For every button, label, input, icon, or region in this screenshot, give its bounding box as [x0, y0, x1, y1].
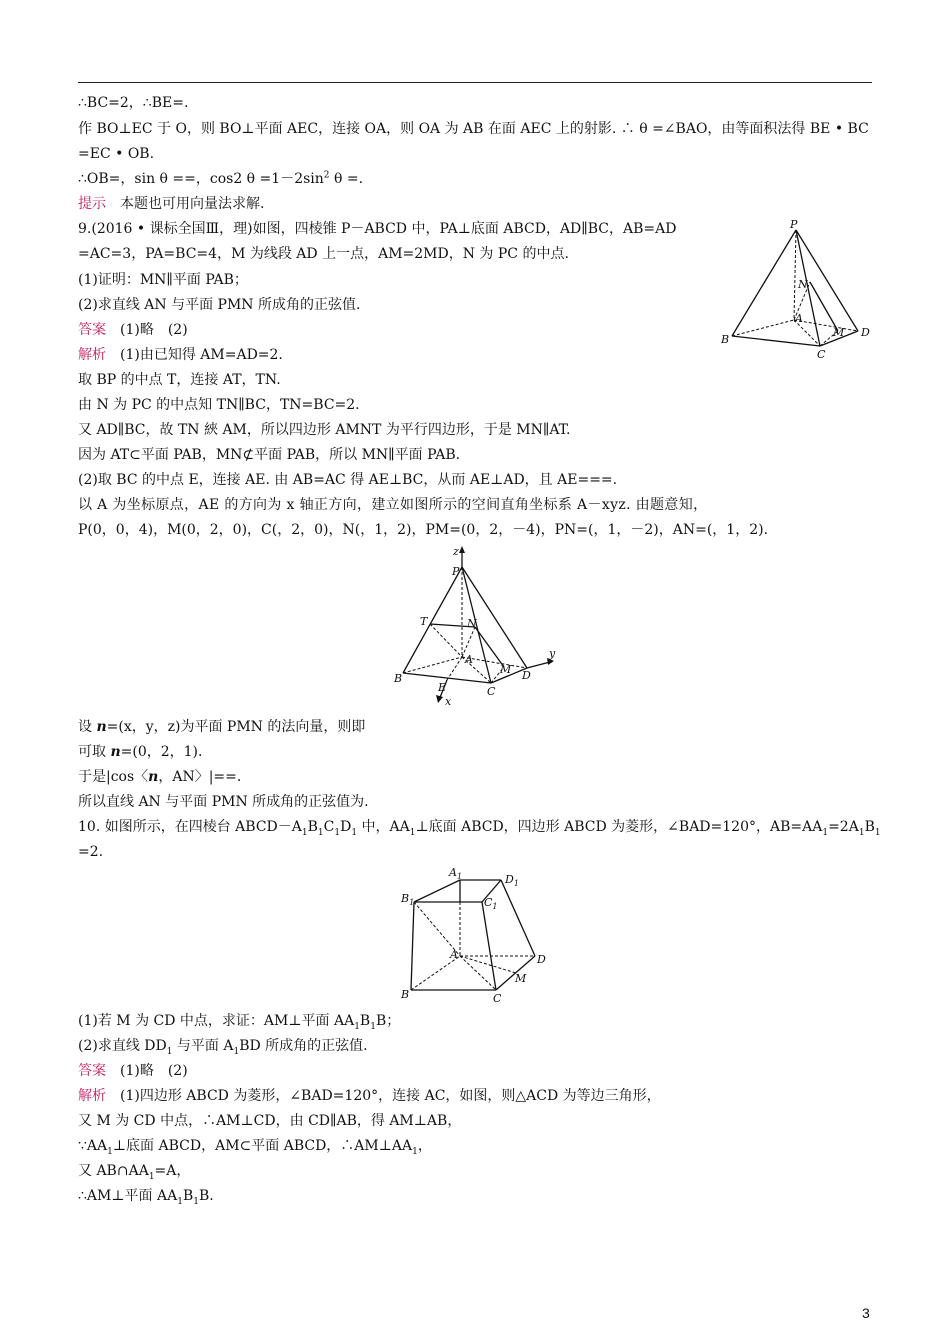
- solution-line: 又 $AB\cap AA_1=A$，: [78, 1163, 191, 1182]
- header-rule: [78, 82, 872, 83]
- solution-tag: 解析: [78, 347, 106, 363]
- solution-line: 可取 n=(0，2，1).: [78, 744, 203, 760]
- vertex-label: $A_1$: [449, 866, 463, 881]
- question-10-part1: (1)若 M 为 CD 中点，求证：AM⊥平面 $AA_1B_1B$；: [78, 1013, 401, 1032]
- vertex-label: B: [721, 333, 730, 346]
- solution-line: 于是|cos〈n，AN〉|==.: [78, 769, 242, 785]
- vertex-label: T: [420, 615, 428, 628]
- vertex-label: D: [522, 669, 531, 682]
- hint-tag: 提示: [78, 196, 106, 212]
- axis-label: z: [453, 545, 459, 558]
- hint-line: 提示 本题也可用向量法求解.: [78, 196, 265, 212]
- vertex-label: $C_1$: [484, 896, 498, 911]
- solution-line: 又 M 为 CD 中点，∴AM⊥CD，由 CD∥AB，得 AM⊥AB，: [78, 1113, 462, 1129]
- vertex-label: A: [795, 312, 803, 325]
- vertex-label: D: [861, 326, 870, 339]
- solution-line: 解析 (1)四边形 ABCD 为菱形，∠BAD=120°，连接 AC，如图，则△ACD 为等边三角形，: [78, 1088, 661, 1104]
- vertex-label: C: [817, 348, 826, 361]
- solution-tag: 解析: [78, 1088, 106, 1104]
- text-line: ∴OB=，sin θ ==，cos2 $\theta =1-2\sin^2$ θ =.: [78, 170, 364, 187]
- page-number: 3: [862, 1305, 870, 1321]
- vertex-label: N: [467, 617, 477, 630]
- solution-line: 解析 (1)由已知得 AM=AD=2.: [78, 347, 283, 363]
- vertex-label: B: [401, 988, 410, 1001]
- vertex-label: A: [450, 948, 458, 961]
- answer-tag: 答案: [78, 1063, 106, 1079]
- solution-line: 以 A 为坐标原点，AE 的方向为 x 轴正方向，建立如图所示的空间直角坐标系 A－xyz. 由题意知，: [78, 497, 708, 513]
- question-9-line: =AC=3，PA=BC=4，M 为线段 AD 上一点，AM=2MD，N 为 PC 的中点.: [78, 246, 569, 262]
- answer-line: 答案 (1)略 (2): [78, 1063, 188, 1079]
- solution-line: 取 BP 的中点 T，连接 AT，TN.: [78, 372, 281, 388]
- answer-line: 答案 (1)略 (2): [78, 322, 188, 338]
- vertex-label: D: [537, 953, 546, 966]
- question-9-part2: (2)求直线 AN 与平面 PMN 所成角的正弦值.: [78, 297, 361, 313]
- answer-tag: 答案: [78, 322, 106, 338]
- frustum-figure: [398, 866, 548, 1006]
- vertex-label: M: [500, 663, 512, 676]
- vertex-label: M: [515, 972, 527, 985]
- question-10-line: 10. 如图所示，在四棱台 $ABCD-A_1B_1C_1D_1$ 中，$AA_1\perp$底面 ABCD，四边形 ABCD 为菱形，∠BAD=120°，$AB=AA_1=2A_1B_1$: [78, 819, 881, 838]
- vertex-label: $B_1$: [401, 892, 415, 907]
- text-line: =EC • OB.: [78, 146, 155, 162]
- solution-line: ∴AM⊥平面 $AA_1B_1B$.: [78, 1188, 214, 1207]
- solution-line: 由 N 为 PC 的中点知 TN∥BC，TN=BC=2.: [78, 397, 360, 413]
- coordinate-pyramid-figure: [392, 545, 567, 710]
- vertex-label: B: [394, 672, 403, 685]
- axis-label: x: [445, 695, 452, 708]
- vertex-label: C: [487, 685, 496, 698]
- question-9-line: 9.(2016 • 课标全国Ⅲ，理)如图，四棱锥 P－ABCD 中，PA⊥底面 ABCD，AD∥BC，AB=AD: [78, 221, 677, 237]
- question-10-part2: (2)求直线 $DD_1$ 与平面 $A_1BD$ 所成角的正弦值.: [78, 1038, 368, 1057]
- solution-line: 设 n=(x，y，z)为平面 PMN 的法向量，则即: [78, 719, 366, 735]
- solution-line: (2)取 BC 的中点 E，连接 AE. 由 AB=AC 得 AE⊥BC，从而 AE⊥AD，且 AE===.: [78, 472, 618, 488]
- solution-line: P(0，0，4)，M(0，2，0)，C(，2，0)，N(，1，2)，PM=(0，2，－4)，PN=(，1，－2)，AN=(，1，2).: [78, 522, 769, 538]
- text-line: ∴BC=2，∴BE=.: [78, 95, 189, 111]
- solution-line: 所以直线 AN 与平面 PMN 所成角的正弦值为.: [78, 794, 369, 810]
- solution-line: 因为 AT⊂平面 PAB，MN⊄平面 PAB，所以 MN∥平面 PAB.: [78, 447, 461, 463]
- vertex-label: C: [493, 992, 502, 1005]
- vertex-label: N: [798, 278, 808, 291]
- axis-label: y: [549, 647, 556, 660]
- vertex-label: E: [438, 681, 447, 694]
- question-9-part1: (1)证明：MN∥平面 PAB；: [78, 272, 248, 288]
- vertex-label: P: [452, 565, 460, 578]
- vertex-label: M: [833, 326, 845, 339]
- text-line: 作 BO⊥EC 于 O，则 BO⊥平面 AEC，连接 OA，则 OA 为 AB 在面 AEC 上的射影. ∴ θ =∠BAO，由等面积法得 BE • BC: [78, 121, 869, 137]
- vertex-label: P: [790, 218, 798, 231]
- vertex-label: A: [465, 653, 473, 666]
- solution-line: 又 AD∥BC，故 TN 綊 AM，所以四边形 AMNT 为平行四边形，于是 MN∥AT.: [78, 422, 571, 438]
- vertex-label: $D_1$: [505, 873, 519, 888]
- question-10-line: =2.: [78, 844, 104, 860]
- solution-line: $\because AA_1\perp$底面 ABCD，AM⊂平面 ABCD，$\therefore AM\perp AA_1$，: [78, 1138, 432, 1157]
- pyramid-figure: [718, 218, 878, 364]
